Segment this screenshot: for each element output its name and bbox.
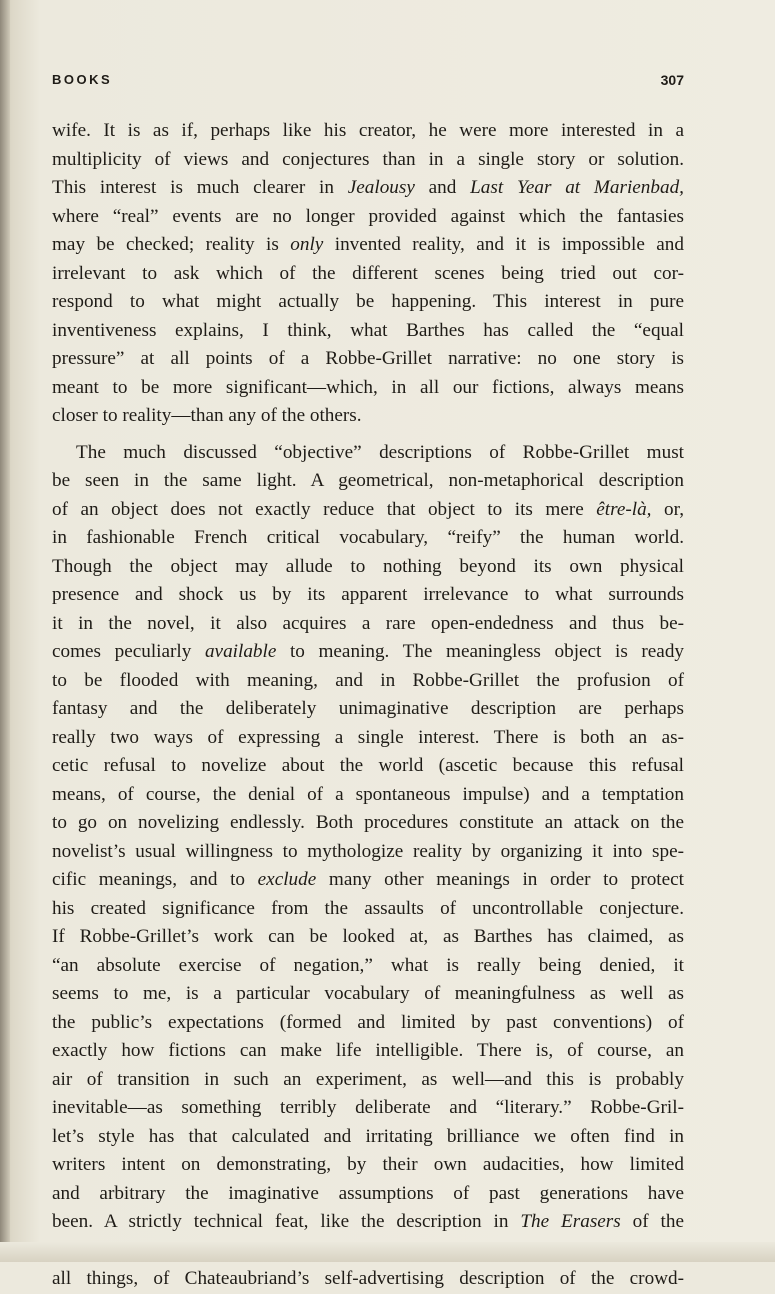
text-line: comes peculiarly available to meaning. The meaningless object is ready (52, 641, 685, 662)
binding-gutter (0, 0, 10, 1262)
text-line: fantasy and the deliberately unimaginative description are perhaps (52, 698, 684, 719)
running-title: BOOKS (52, 72, 113, 87)
text-line: multiplicity of views and conjectures than in a single story or solution. (52, 148, 684, 170)
text-line: in fashionable French critical vocabulary, “reify” the human world. (52, 527, 684, 548)
text-line: to be flooded with meaning, and in Robbe-Grillet the profusion of (52, 669, 684, 691)
text-line: inventiveness explains, I think, what Barthes has called the “equal (52, 319, 684, 341)
text-line: of an object does not exactly reduce that object to its mere être-là, or, (52, 498, 684, 520)
text-line: respond to what might actually be happening. This interest in pure (52, 291, 684, 312)
text-line: air of transition in such an experiment, as well—and this is probably (52, 1068, 684, 1090)
text-line: been. A strictly technical feat, like the description in The Erasers of the (52, 1211, 684, 1232)
text-line: closer to reality—than any of the others. (52, 405, 362, 426)
text-line: where “real” events are no longer provided against which the fantasies (52, 205, 684, 227)
text-line: writers intent on demonstrating, by their own audacities, how limited (52, 1154, 684, 1175)
text-line: wife. It is as if, perhaps like his creator, he were more interested in a (52, 120, 684, 141)
text-line: really two ways of expressing a single interest. There is both an as- (52, 726, 684, 748)
text-line: means, of course, the denial of a spontaneous impulse) and a temptation (52, 783, 684, 805)
page-number: 307 (660, 72, 684, 88)
text-line: be seen in the same light. A geometrical, non-metaphorical description (52, 470, 684, 491)
text-line: exactly how fictions can make life intelligible. There is, of course, an (52, 1040, 684, 1061)
text-line: seems to me, is a particular vocabulary of meaningfulness as well as (52, 983, 684, 1004)
text-line: cetic refusal to novelize about the world (ascetic because this refusal (52, 755, 684, 776)
text-line: all things, of Chateaubriand’s self-advertising description of the crowd- (52, 1268, 684, 1289)
text-line: the public’s expectations (formed and limited by past conventions) of (52, 1011, 684, 1033)
text-line: “an absolute exercise of negation,” what is really being denied, it (52, 954, 684, 976)
text-line: This interest is much clearer in Jealousy and Last Year at Marienbad, (52, 177, 684, 198)
text-line: may be checked; reality is only invented reality, and it is impossible and (52, 234, 684, 255)
text-line: let’s style has that calculated and irritating brilliance we often find in (52, 1125, 684, 1147)
page-bottom-edge (0, 1242, 775, 1262)
text-line: presence and shock us by its apparent irrelevance to what surrounds (52, 584, 684, 605)
text-line: meant to be more significant—which, in all our fictions, always means (52, 376, 684, 398)
text-line: If Robbe-Grillet’s work can be looked at, as Barthes has claimed, as (52, 926, 684, 947)
text-line: inevitable—as something terribly deliberate and “literary.” Robbe-Gril- (52, 1097, 684, 1118)
text-line: novelist’s usual willingness to mythologize reality by organizing it into spe- (52, 840, 684, 862)
text-line: pressure” at all points of a Robbe-Grillet narrative: no one story is (52, 348, 684, 369)
paragraph-1 (52, 117, 684, 431)
text-line: to go on novelizing endlessly. Both procedures constitute an attack on the (52, 812, 684, 833)
text-line: cific meanings, and to exclude many other meanings in order to protect (52, 869, 684, 890)
text-line: Though the object may allude to nothing beyond its own physical (52, 555, 684, 577)
paragraph-2 (52, 439, 684, 1294)
paragraph-gap (52, 431, 684, 439)
text-line: it in the novel, it also acquires a rare open-endedness and thus be- (52, 612, 684, 634)
text-line: and arbitrary the imaginative assumptions of past generations have (52, 1182, 684, 1204)
text-line: irrelevant to ask which of the different scenes being tried out cor- (52, 262, 684, 284)
body-text (52, 117, 684, 1294)
running-head (52, 72, 684, 94)
text-line: The much discussed “objective” descriptions of Robbe-Grillet must (76, 441, 684, 463)
text-line: his created significance from the assaults of uncontrollable conjecture. (52, 897, 684, 919)
